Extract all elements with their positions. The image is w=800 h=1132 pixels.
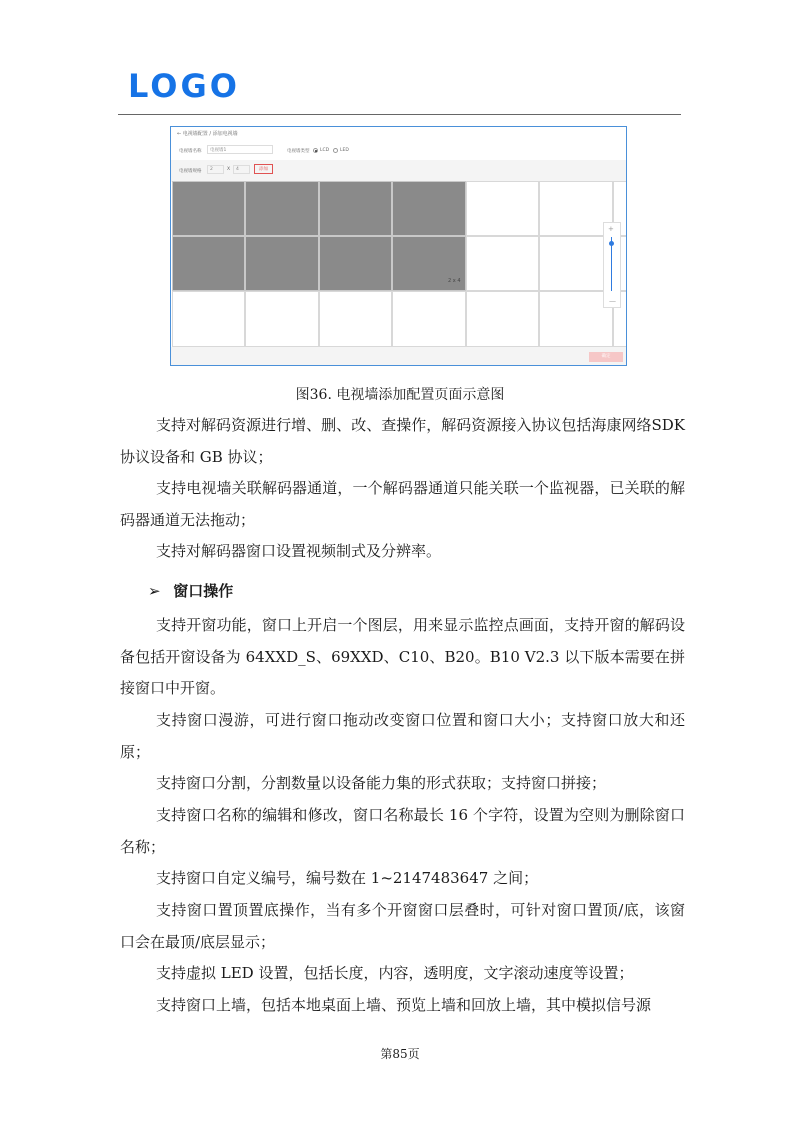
wall-cell[interactable] [319,291,392,347]
fig-type-label: 电视墙类型 [287,149,310,154]
paragraph: 支持窗口分割，分割数量以设备能力集的形式获取；支持窗口拼接； [156,774,607,792]
wall-cell[interactable] [539,236,613,291]
logo: LOGO [128,67,240,105]
zoom-out-icon[interactable]: — [609,297,616,305]
fig-breadcrumb[interactable]: ← 电视墙配置 / 添加电视墙 [177,131,238,137]
paragraph: 支持对解码器窗口设置视频制式及分辨率。 [156,542,442,560]
wall-cell[interactable] [245,236,319,291]
fig-basic-info-row [171,140,626,160]
fig-wall-grid[interactable] [172,181,627,347]
paragraph: 支持开窗功能，窗口上开启一个图层，用来显示监控点画面，支持开窗的解码设备包括开窗设备为 64XXD_S、69XXD、C10、B20。B10 V2.3 以下版本需要在拼接窗口中开窗。 [120,616,685,697]
wall-cell[interactable] [466,181,539,236]
arrow-bullet-icon: ➢ [148,582,161,600]
wall-cell[interactable] [172,236,245,291]
wall-cell[interactable] [172,181,245,236]
wall-cell[interactable] [466,291,539,347]
wall-cell[interactable] [245,181,319,236]
wall-cell[interactable] [319,181,392,236]
zoom-thumb[interactable] [609,241,614,246]
fig-zoom-slider[interactable] [603,222,621,308]
tv-wall-config-screenshot [170,126,627,366]
fig-radio-led-label: LED [340,148,349,153]
fig-cols-input[interactable]: 4 [233,165,250,174]
paragraph: 支持窗口自定义编号，编号数在 1~2147483647 之间； [156,869,539,887]
fig-name-label: 电视墙名称 [179,149,202,154]
wall-cell[interactable] [392,181,466,236]
fig-grid-size-tag: 2 x 4 [448,278,461,284]
paragraph: 支持虚拟 LED 设置，包括长度，内容，透明度，文字滚动速度等设置； [156,964,634,982]
zoom-in-icon[interactable]: + [608,225,614,233]
wall-cell[interactable] [245,291,319,347]
fig-footer [171,347,626,365]
section-heading-text: 窗口操作 [173,582,234,600]
fig-radio-led[interactable] [333,148,338,153]
fig-radio-lcd[interactable] [313,148,318,153]
wall-cell[interactable] [466,236,539,291]
fig-add-button[interactable]: 添加 [254,164,273,174]
fig-size-row [171,160,626,182]
wall-cell[interactable] [539,291,613,347]
header-rule [118,114,681,115]
paragraph: 支持窗口上墙，包括本地桌面上墙、预览上墙和回放上墙，其中模拟信号源 [156,996,652,1014]
paragraph: 支持窗口名称的编辑和修改，窗口名称最长 16 个字符，设置为空则为删除窗口名称； [120,806,685,856]
fig-ok-button[interactable]: 确定 [589,352,623,362]
wall-cell[interactable] [392,291,466,347]
fig-name-input[interactable]: 电视墙1 [207,145,273,154]
paragraph: 支持对解码资源进行增、删、改、查操作，解码资源接入协议包括海康网络SDK 协议设备和 GB 协议； [120,416,685,466]
section-heading [148,580,233,601]
figure-caption: 图36. 电视墙添加配置页面示意图 [295,387,505,403]
paragraph: 支持窗口置顶置底操作，当有多个开窗窗口层叠时，可针对窗口置顶/底，该窗口会在最顶/底层显示； [120,901,685,951]
wall-cell[interactable] [172,291,245,347]
wall-cell[interactable] [539,181,613,236]
fig-x-label: X [227,167,231,172]
page-number: 第85页 [380,1047,420,1061]
paragraph: 支持电视墙关联解码器通道，一个解码器通道只能关联一个监视器，已关联的解码器通道无法拖动； [120,479,685,529]
paragraph: 支持窗口漫游，可进行窗口拖动改变窗口位置和窗口大小；支持窗口放大和还原； [120,711,685,761]
wall-cell[interactable] [319,236,392,291]
fig-rows-input[interactable]: 2 [207,165,224,174]
fig-radio-lcd-label: LCD [320,148,330,153]
fig-size-label: 电视墙规格 [179,169,202,174]
